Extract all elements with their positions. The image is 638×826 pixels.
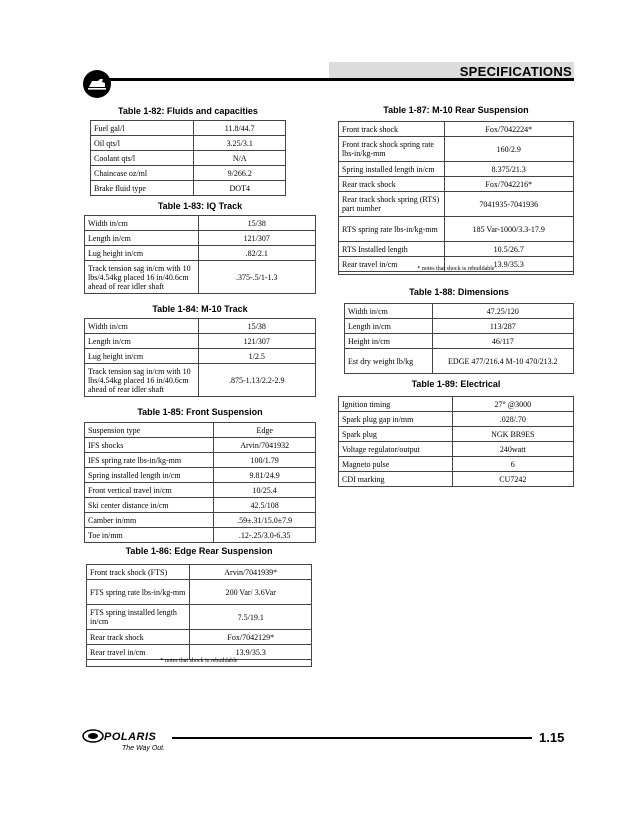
table-row — [85, 364, 316, 397]
spec-label: Chaincase oz/ml — [91, 166, 194, 181]
spec-value: 46/117 — [432, 334, 573, 349]
spec-value: 240watt — [452, 442, 573, 457]
spec-label: Rear track shock spring (RTS) part number — [339, 192, 445, 217]
table-row — [339, 162, 574, 177]
spec-value: .82/2.1 — [198, 246, 315, 261]
spec-label: Suspension type — [85, 423, 214, 438]
spec-label: Rear travel in/cm — [339, 257, 445, 272]
spec-label: CDI marking — [339, 472, 453, 487]
spec-value: Arvin/7041932 — [214, 438, 316, 453]
table-row — [85, 438, 316, 453]
spec-value: 11.8/44.7 — [194, 121, 286, 136]
spec-label: Spring installed length in/cm — [339, 162, 445, 177]
spec-label: RTS spring rate lbs-in/kg-mm — [339, 217, 445, 242]
table-iq-track — [84, 215, 316, 294]
page-number: 1.15 — [539, 730, 565, 745]
polaris-tagline: The Way Out. — [122, 745, 166, 752]
table-row — [339, 442, 574, 457]
snowmobile-icon — [83, 70, 111, 98]
table-title-front-suspension: Table 1-85: Front Suspension — [137, 407, 263, 417]
spec-value: 13.9/35.3 — [444, 257, 573, 272]
spec-value: EDGE 477/216.4 M-10 470/213.2 — [432, 349, 573, 374]
table-title-iq-track: Table 1-83: IQ Track — [157, 201, 243, 211]
footer-rule — [172, 737, 532, 739]
table-title-edge-rear-suspension: Table 1-86: Edge Rear Suspension — [125, 546, 273, 556]
spec-label: FTS spring rate lbs-in/kg-mm — [87, 580, 190, 605]
spec-label: Toe in/mm — [85, 528, 214, 543]
table-title-m10-track: Table 1-84: M-10 Track — [152, 304, 248, 314]
spec-label: Spring installed length in/cm — [85, 468, 214, 483]
spec-value: 200 Var/ 3.6Var — [190, 580, 312, 605]
spec-label: Ignition timing — [339, 397, 453, 412]
table-row — [87, 630, 312, 645]
spec-label: Lug height in/cm — [85, 246, 199, 261]
spec-value: Arvin/7041939* — [190, 565, 312, 580]
spec-value: 100/1.79 — [214, 453, 316, 468]
page-title: SPECIFICATIONS — [459, 64, 572, 79]
spec-value: 160/2.9 — [444, 137, 573, 162]
table-row — [339, 457, 574, 472]
table-row — [85, 246, 316, 261]
table-m10-rear-suspension — [338, 121, 574, 272]
table-row — [339, 412, 574, 427]
spec-label: Magneto pulse — [339, 457, 453, 472]
spec-label: IFS spring rate lbs-in/kg-mm — [85, 453, 214, 468]
table-row — [345, 349, 574, 374]
table-row — [85, 349, 316, 364]
table-row — [91, 136, 286, 151]
table-title-electrical: Table 1-89: Electrical — [411, 379, 501, 389]
spec-value: 47.25/120 — [432, 304, 573, 319]
spec-value: Fox/7042224* — [444, 122, 573, 137]
spec-label: Rear track shock — [87, 630, 190, 645]
table-row — [339, 217, 574, 242]
spec-label: Length in/cm — [345, 319, 433, 334]
table-row — [85, 453, 316, 468]
spec-label: Lug height in/cm — [85, 349, 199, 364]
spec-label: Width in/cm — [85, 216, 199, 231]
spec-label: FTS spring installed length in/cm — [87, 605, 190, 630]
table-row — [85, 216, 316, 231]
spec-value: Edge — [214, 423, 316, 438]
table-fluids — [90, 120, 286, 196]
spec-value: 9.81/24.9 — [214, 468, 316, 483]
spec-value: Fox/7042216* — [444, 177, 573, 192]
spec-value: 10.5/26.7 — [444, 242, 573, 257]
spec-label: Ski center distance in/cm — [85, 498, 214, 513]
spec-label: Voltage regulator/output — [339, 442, 453, 457]
table-row — [339, 397, 574, 412]
spec-value: 13.9/35.3 — [190, 645, 312, 660]
spec-value: 7.5/19.1 — [190, 605, 312, 630]
table-row — [91, 181, 286, 196]
spec-label: Oil qts/l — [91, 136, 194, 151]
spec-value: Fox/7042129* — [190, 630, 312, 645]
spec-label: Camber in/mm — [85, 513, 214, 528]
spec-label: Rear track shock — [339, 177, 445, 192]
table-row — [85, 261, 316, 294]
table-note-edge-rear: * notes that shock is rebuildable — [86, 656, 312, 667]
page-header — [84, 62, 574, 84]
table-row — [85, 483, 316, 498]
polaris-logo — [82, 727, 168, 759]
spec-value: 10/25.4 — [214, 483, 316, 498]
spec-label: Track tension sag in/cm with 10 lbs/4.54kg placed 16 in/40.6cm ahead of rear idler shaft — [85, 364, 199, 397]
table-row — [85, 423, 316, 438]
table-note-m10-rear: * notes that shock is rebuildable — [338, 264, 574, 275]
table-row — [339, 192, 574, 217]
spec-label: Front track shock spring rate lbs-in/kg-mm — [339, 137, 445, 162]
table-row — [339, 122, 574, 137]
spec-value: 6 — [452, 457, 573, 472]
spec-label: Width in/cm — [345, 304, 433, 319]
table-row — [85, 498, 316, 513]
spec-label: Length in/cm — [85, 231, 199, 246]
table-row — [85, 468, 316, 483]
table-row — [339, 177, 574, 192]
polaris-wordmark: POLARIS — [104, 731, 157, 743]
table-m10-track — [84, 318, 316, 397]
table-electrical — [338, 396, 574, 487]
spec-value: .59±.31/15.0±7.9 — [214, 513, 316, 528]
spec-value: .875-1.13/2.2-2.9 — [198, 364, 315, 397]
spec-label: Fuel gal/l — [91, 121, 194, 136]
spec-value: 7041935-7041936 — [444, 192, 573, 217]
table-row — [85, 513, 316, 528]
spec-value: N/A — [194, 151, 286, 166]
table-title-fluids: Table 1-82: Fluids and capacities — [118, 106, 258, 116]
table-title-m10-rear-suspension: Table 1-87: M-10 Rear Suspension — [383, 105, 529, 115]
table-row — [91, 121, 286, 136]
table-row — [339, 427, 574, 442]
table-row — [87, 580, 312, 605]
spec-label: Front track shock — [339, 122, 445, 137]
spec-label: Brake fluid type — [91, 181, 194, 196]
table-dimensions — [344, 303, 574, 374]
table-row — [85, 528, 316, 543]
table-row — [87, 605, 312, 630]
table-row — [85, 334, 316, 349]
spec-value: .028/.70 — [452, 412, 573, 427]
spec-value: .12-.25/3.0-6.35 — [214, 528, 316, 543]
table-row — [91, 166, 286, 181]
table-row — [345, 334, 574, 349]
spec-value: 9/266.2 — [194, 166, 286, 181]
spec-value: 121/307 — [198, 334, 315, 349]
spec-label: Spark plug gap in/mm — [339, 412, 453, 427]
spec-value: 185 Var-1000/3.3-17.9 — [444, 217, 573, 242]
spec-label: RTS Installed length — [339, 242, 445, 257]
table-row — [91, 151, 286, 166]
spec-value: CU7242 — [452, 472, 573, 487]
spec-label: Spark plug — [339, 427, 453, 442]
spec-label: Coolant qts/l — [91, 151, 194, 166]
spec-value: 15/38 — [198, 216, 315, 231]
table-row — [345, 304, 574, 319]
spec-value: NGK BR9ES — [452, 427, 573, 442]
spec-value: 121/307 — [198, 231, 315, 246]
table-row — [85, 319, 316, 334]
spec-label: Front track shock (FTS) — [87, 565, 190, 580]
spec-value: .375-.5/1-1.3 — [198, 261, 315, 294]
spec-value: 113/287 — [432, 319, 573, 334]
spec-label: Front vertical travel in/cm — [85, 483, 214, 498]
table-row — [85, 231, 316, 246]
table-row — [87, 565, 312, 580]
spec-label: Track tension sag in/cm with 10 lbs/4.54kg placed 16 in/40.6cm ahead of rear idler shaft — [85, 261, 199, 294]
table-row — [339, 137, 574, 162]
spec-label: Length in/cm — [85, 334, 199, 349]
table-row — [339, 242, 574, 257]
spec-value: DOT4 — [194, 181, 286, 196]
spec-label: Height in/cm — [345, 334, 433, 349]
table-title-dimensions: Table 1-88: Dimensions — [409, 287, 509, 297]
spec-value: 8.375/21.3 — [444, 162, 573, 177]
spec-label: Est dry weight lb/kg — [345, 349, 433, 374]
table-front-suspension — [84, 422, 316, 543]
spec-label: IFS shocks — [85, 438, 214, 453]
table-row — [339, 472, 574, 487]
table-edge-rear-suspension — [86, 564, 312, 660]
spec-value: 1/2.5 — [198, 349, 315, 364]
spec-label: Rear travel in/cm — [87, 645, 190, 660]
spec-value: 42.5/108 — [214, 498, 316, 513]
spec-value: 15/38 — [198, 319, 315, 334]
table-row — [345, 319, 574, 334]
spec-label: Width in/cm — [85, 319, 199, 334]
spec-value: 3.25/3.1 — [194, 136, 286, 151]
spec-value: 27° @3000 — [452, 397, 573, 412]
